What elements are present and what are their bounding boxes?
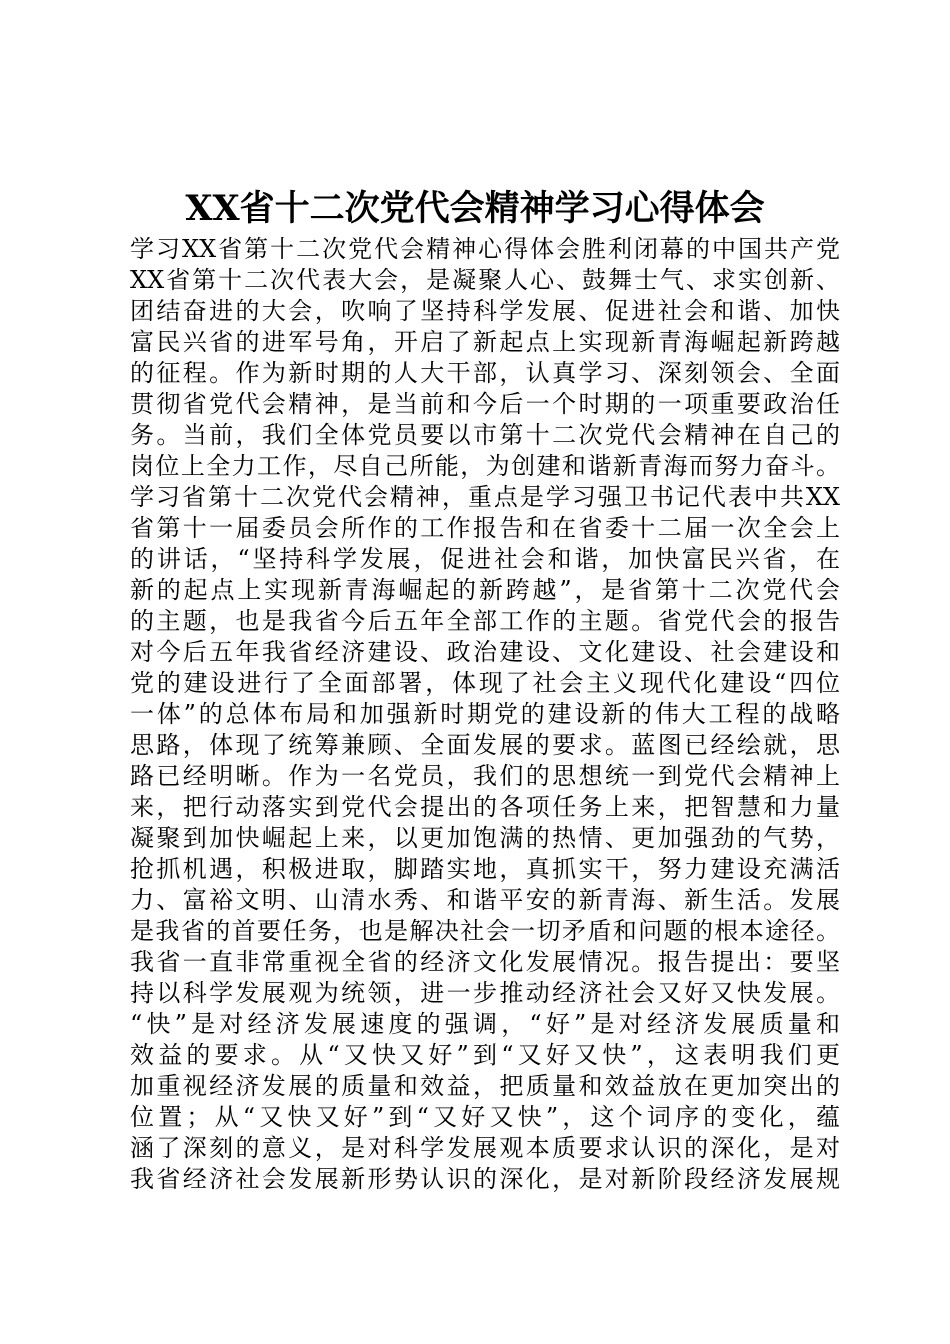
body-line: 我省一直非常重视全省的经济文化发展情况。报告提出：要坚 <box>130 948 840 976</box>
body-line: 我省经济社会发展新形势认识的深化，是对新阶段经济发展规 <box>130 1165 840 1193</box>
body-line: 党的建设进行了全面部署，体现了社会主义现代化建设“四位 <box>130 669 840 697</box>
document-title: XX省十二次党代会精神学习心得体会 <box>185 188 765 229</box>
body-line: 的征程。作为新时期的人大干部，认真学习、深刻领会、全面 <box>130 359 840 387</box>
body-line: 团结奋进的大会，吹响了坚持科学发展、促进社会和谐、加快 <box>130 297 840 325</box>
body-line: 效益的要求。从“又快又好”到“又好又快”，这表明我们更 <box>130 1041 840 1069</box>
body-line: 的主题，也是我省今后五年全部工作的主题。省党代会的报告 <box>130 607 840 635</box>
body-line: XX省第十二次代表大会，是凝聚人心、鼓舞士气、求实创新、 <box>130 266 840 294</box>
body-line: 对今后五年我省经济建设、政治建设、文化建设、社会建设和 <box>130 638 840 666</box>
body-line: 力、富裕文明、山清水秀、和谐平安的新青海、新生活。发展 <box>130 886 840 914</box>
body-line: 加重视经济发展的质量和效益，把质量和效益放在更加突出的 <box>130 1072 840 1100</box>
body-line: 位置；从“又快又好”到“又好又快”，这个词序的变化，蕴 <box>130 1103 840 1131</box>
body-line: 贯彻省党代会精神，是当前和今后一个时期的一项重要政治任 <box>130 390 840 418</box>
body-line: 一体”的总体布局和加强新时期党的建设新的伟大工程的战略 <box>130 700 840 728</box>
body-line: 抢抓机遇，积极进取，脚踏实地，真抓实干，努力建设充满活 <box>130 855 840 883</box>
body-line: 学习省第十二次党代会精神，重点是学习强卫书记代表中共XX <box>130 483 840 511</box>
body-line: 务。当前，我们全体党员要以市第十二次党代会精神在自己的 <box>130 421 840 449</box>
body-line: 是我省的首要任务，也是解决社会一切矛盾和问题的根本途径。 <box>130 917 840 945</box>
body-line: 来，把行动落实到党代会提出的各项任务上来，把智慧和力量 <box>130 793 840 821</box>
body-line: 新的起点上实现新青海崛起的新跨越”，是省第十二次党代会 <box>130 576 840 604</box>
body-line: 岗位上全力工作，尽自己所能，为创建和谐新青海而努力奋斗。 <box>130 452 840 480</box>
body-line: “快”是对经济发展速度的强调，“好”是对经济发展质量和 <box>130 1010 840 1038</box>
body-line: 路已经明晰。作为一名党员，我们的思想统一到党代会精神上 <box>130 762 840 790</box>
body-line: 的讲话，“坚持科学发展，促进社会和谐，加快富民兴省，在 <box>130 545 840 573</box>
body-line: 思路，体现了统筹兼顾、全面发展的要求。蓝图已经绘就，思 <box>130 731 840 759</box>
body-line: 学习XX省第十二次党代会精神心得体会胜利闭幕的中国共产党 <box>130 235 840 263</box>
document-body <box>130 234 840 1195</box>
body-line: 富民兴省的进军号角，开启了新起点上实现新青海崛起新跨越 <box>130 328 840 356</box>
body-line: 持以科学发展观为统领，进一步推动经济社会又好又快发展。 <box>130 979 840 1007</box>
body-line: 涵了深刻的意义，是对科学发展观本质要求认识的深化，是对 <box>130 1134 840 1162</box>
body-line: 省第十一届委员会所作的工作报告和在省委十二届一次全会上 <box>130 514 840 542</box>
body-line: 凝聚到加快崛起上来，以更加饱满的热情、更加强劲的气势， <box>130 824 840 852</box>
